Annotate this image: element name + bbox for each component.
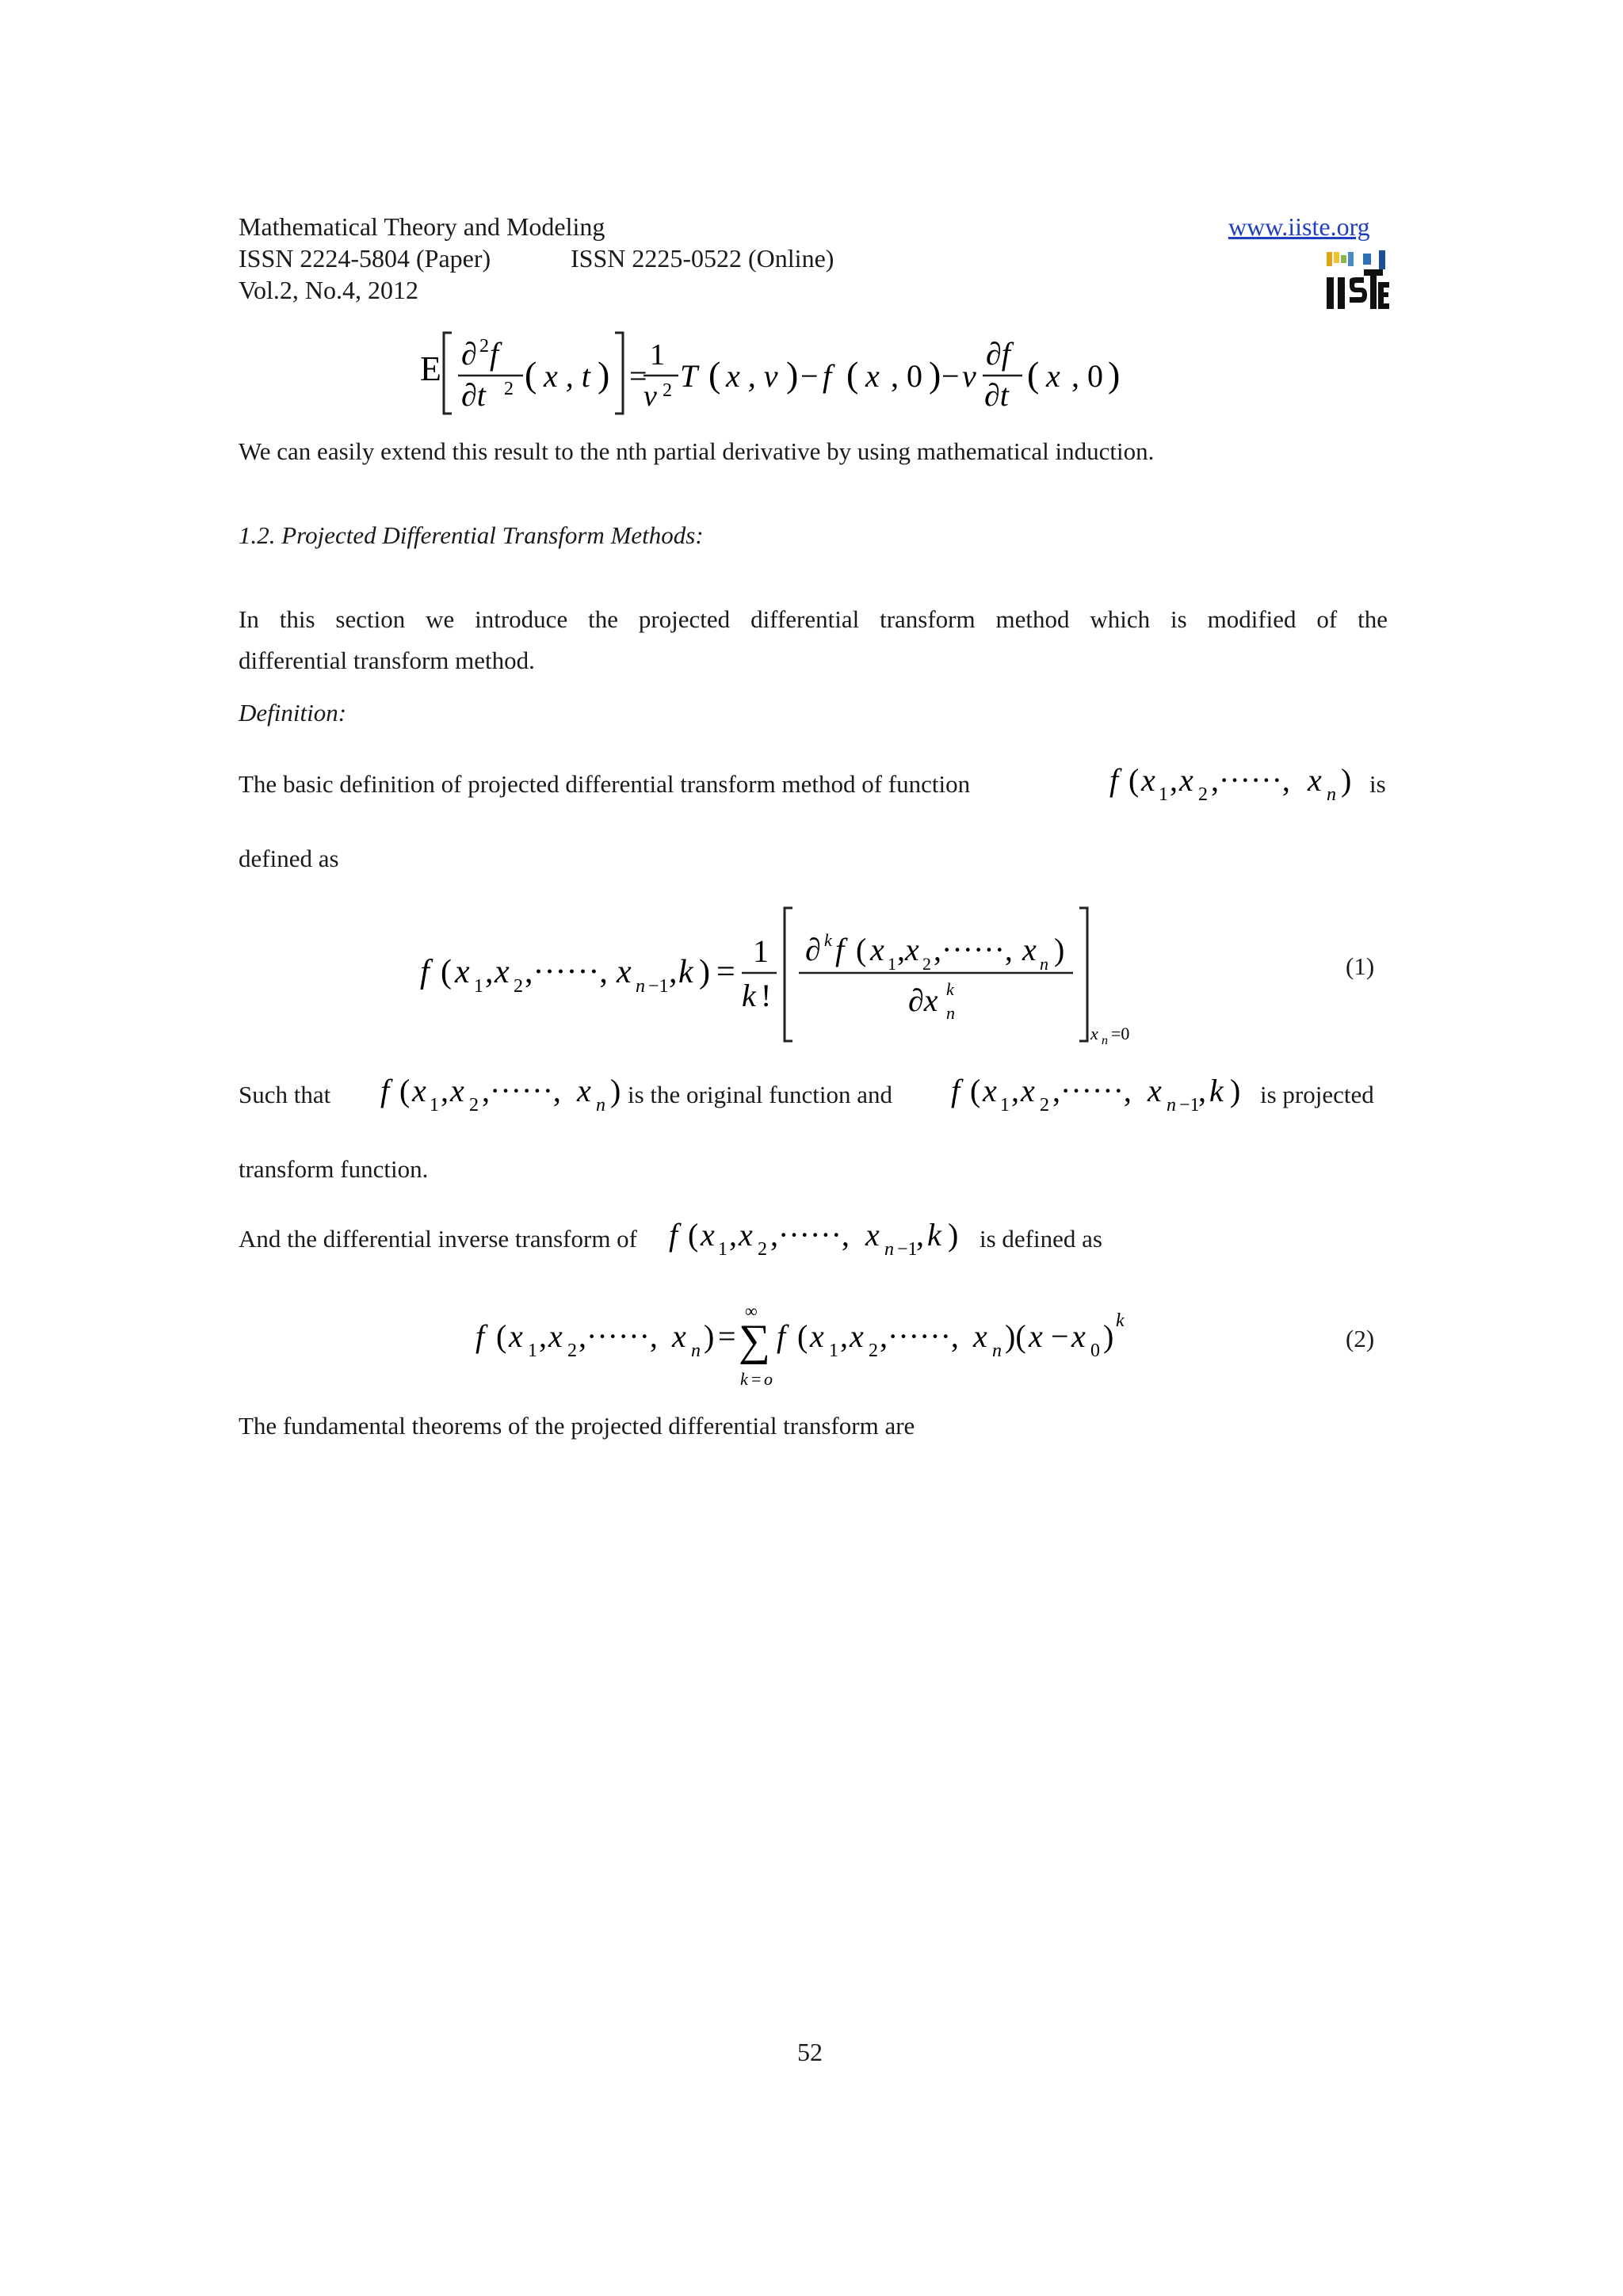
svg-text:2: 2 <box>514 976 523 997</box>
equation-1-svg <box>412 895 1141 1046</box>
svg-text:): ) <box>1230 1073 1241 1108</box>
inline-fn-svg <box>1106 757 1360 813</box>
svg-text:∂t: ∂t <box>984 377 1009 413</box>
svg-text:n: n <box>1040 954 1048 974</box>
svg-text:k: k <box>742 978 756 1013</box>
svg-text:2: 2 <box>1040 1095 1049 1116</box>
svg-text:x: x <box>412 1073 426 1108</box>
svg-text:): ) <box>1108 354 1121 395</box>
equation-2-svg <box>472 1299 1154 1394</box>
svg-text:x: x <box>865 1217 880 1253</box>
svg-text:f: f <box>669 1217 678 1253</box>
svg-text:−: − <box>1051 1318 1069 1354</box>
svg-text:x: x <box>1021 1073 1035 1108</box>
svg-text:2: 2 <box>469 1095 479 1116</box>
svg-text:x: x <box>905 932 919 967</box>
intro-line-1: In this section we introduce the projected differential transform method which is modified of the <box>239 605 1388 633</box>
svg-text:k: k <box>1209 1073 1224 1108</box>
svg-text:n: n <box>596 1095 605 1116</box>
svg-text:f: f <box>420 954 430 990</box>
svg-text:2: 2 <box>1198 784 1208 805</box>
page-number: 52 <box>797 2038 823 2066</box>
svg-text:1: 1 <box>753 933 769 969</box>
transform-function-text: transform function. <box>239 1155 429 1183</box>
svg-text:2: 2 <box>663 380 672 401</box>
svg-text:,······,: ,······, <box>482 1073 561 1108</box>
iiste-logo-graphic <box>1323 250 1390 312</box>
svg-text:): ) <box>1054 932 1065 967</box>
inline-function-f-x1-xn <box>1106 757 1360 813</box>
iiste-logo <box>1323 250 1390 312</box>
equation-1-number: (1) <box>1346 952 1375 980</box>
svg-text:E: E <box>420 349 441 388</box>
svg-text:): ) <box>704 1318 715 1354</box>
volume-info: Vol.2, No.4, 2012 <box>239 276 418 304</box>
svg-text:(: ( <box>441 954 452 990</box>
svg-text:(: ( <box>708 354 721 395</box>
svg-text:−: − <box>941 358 960 394</box>
svg-text:x , t: x , t <box>544 358 590 394</box>
svg-text:x: x <box>739 1217 753 1253</box>
svg-text:x: x <box>1022 932 1037 967</box>
svg-text:1: 1 <box>1159 784 1168 805</box>
svg-text:n: n <box>691 1341 701 1361</box>
svg-text:k: k <box>927 1217 941 1253</box>
svg-text:,······,: ,······, <box>880 1318 959 1354</box>
inverse-intro-text: And the differential inverse transform of <box>239 1225 638 1253</box>
svg-text:2: 2 <box>504 379 514 399</box>
svg-text:n: n <box>636 976 645 997</box>
svg-text:(: ( <box>970 1073 981 1108</box>
svg-text:n: n <box>946 1003 955 1023</box>
svg-text:x: x <box>1090 1024 1098 1043</box>
original-function-text: is the original function and <box>628 1081 893 1108</box>
svg-text:x: x <box>1029 1318 1043 1354</box>
defined-as: defined as <box>239 845 339 872</box>
svg-text:2: 2 <box>922 954 931 974</box>
svg-text:f: f <box>823 358 832 394</box>
journal-title: Mathematical Theory and Modeling <box>239 212 605 241</box>
svg-text:1: 1 <box>528 1341 537 1361</box>
svg-text:x: x <box>548 1318 563 1354</box>
svg-text:f: f <box>835 932 845 967</box>
svg-text:(: ( <box>399 1073 411 1108</box>
svg-text:n: n <box>884 1239 894 1260</box>
svg-text:): ) <box>699 954 710 990</box>
svg-text:=: = <box>716 954 735 990</box>
inline-inverse-function <box>667 1211 968 1266</box>
svg-text:): ) <box>929 354 941 395</box>
svg-text:−1: −1 <box>1179 1095 1200 1116</box>
svg-text:f: f <box>1109 762 1119 798</box>
svg-text:f: f <box>951 1073 960 1108</box>
svg-text:,: , <box>441 1073 449 1108</box>
svg-text:∂t: ∂t <box>461 377 486 413</box>
svg-text:x: x <box>450 1073 464 1108</box>
svg-text:)(: )( <box>1005 1318 1026 1354</box>
inline-projected-function <box>948 1066 1249 1122</box>
svg-text:): ) <box>598 354 610 395</box>
svg-text:n: n <box>992 1341 1002 1361</box>
svg-text:,: , <box>1170 762 1178 798</box>
svg-text:(: ( <box>688 1217 699 1253</box>
svg-text:,······,: ,······, <box>934 932 1013 967</box>
svg-text:,: , <box>669 954 678 990</box>
definition-label: Definition: <box>239 699 347 727</box>
equation-2-number: (2) <box>1346 1325 1375 1352</box>
inline-original-fn-svg <box>377 1066 631 1122</box>
svg-text:∂: ∂ <box>461 336 477 372</box>
svg-text:T: T <box>680 358 698 394</box>
intro-line-2: differential transform method. <box>239 646 535 674</box>
svg-text:): ) <box>1103 1318 1114 1354</box>
svg-text:,······,: ,······, <box>770 1217 850 1253</box>
svg-text:∑: ∑ <box>739 1316 770 1365</box>
such-that: Such that <box>239 1081 331 1108</box>
svg-text:x: x <box>810 1318 824 1354</box>
svg-text:,: , <box>1011 1073 1019 1108</box>
svg-text:,······,: ,······, <box>1052 1073 1132 1108</box>
svg-text:∂: ∂ <box>805 932 821 967</box>
svg-text:−1: −1 <box>897 1239 918 1260</box>
svg-text:x: x <box>865 358 880 394</box>
laplace-equation-svg <box>412 323 1125 418</box>
svg-text:1: 1 <box>829 1341 838 1361</box>
is-word: is <box>1369 770 1386 798</box>
svg-text:∂f: ∂f <box>986 336 1010 372</box>
svg-text:x , v: x , v <box>726 358 778 394</box>
svg-text:,······,: ,······, <box>525 954 608 990</box>
svg-text:x: x <box>870 932 884 967</box>
svg-text:x: x <box>1141 762 1155 798</box>
svg-text:x: x <box>701 1217 715 1253</box>
svg-text:!: ! <box>761 978 772 1013</box>
svg-text:,: , <box>840 1318 848 1354</box>
svg-text:1: 1 <box>718 1239 727 1260</box>
svg-text:f: f <box>490 336 499 372</box>
inline-original-function <box>377 1066 631 1122</box>
svg-text:−1: −1 <box>648 976 669 997</box>
svg-text:k: k <box>1116 1310 1125 1331</box>
svg-text:(: ( <box>856 932 867 967</box>
svg-text:,: , <box>916 1217 924 1253</box>
svg-text:0: 0 <box>1090 1341 1100 1361</box>
svg-text:o: o <box>764 1369 773 1389</box>
svg-text:k: k <box>946 979 954 999</box>
svg-text:(: ( <box>1027 354 1040 395</box>
svg-text:, 0: , 0 <box>1071 358 1103 394</box>
svg-text:1: 1 <box>650 338 665 372</box>
svg-text:): ) <box>1341 762 1352 798</box>
svg-text:1: 1 <box>430 1095 439 1116</box>
svg-text:f: f <box>777 1318 786 1354</box>
svg-text:,······,: ,······, <box>1211 762 1290 798</box>
inline-projected-fn-svg <box>948 1066 1249 1122</box>
svg-text:x: x <box>1046 358 1060 394</box>
svg-text:=: = <box>629 358 647 394</box>
svg-text:x: x <box>1148 1073 1162 1108</box>
svg-text:(: ( <box>846 354 859 395</box>
svg-text:n: n <box>1102 1034 1108 1046</box>
fundamental-theorems-text: The fundamental theorems of the projected differential transform are <box>239 1412 915 1440</box>
svg-text:∂x: ∂x <box>908 982 938 1018</box>
svg-text:1: 1 <box>474 976 483 997</box>
svg-text:x: x <box>617 954 632 990</box>
svg-text:x: x <box>973 1318 987 1354</box>
svg-text:1: 1 <box>1000 1095 1010 1116</box>
svg-text:(: ( <box>797 1318 808 1354</box>
svg-text:x: x <box>672 1318 686 1354</box>
svg-text:(: ( <box>1128 762 1140 798</box>
svg-text:): ) <box>786 354 799 395</box>
issn-paper: ISSN 2224-5804 (Paper) <box>239 244 491 273</box>
inline-inverse-fn-svg <box>667 1211 968 1266</box>
svg-text:2: 2 <box>479 336 489 357</box>
svg-text:∞: ∞ <box>745 1301 758 1321</box>
svg-text:(: ( <box>496 1318 507 1354</box>
svg-text:(: ( <box>525 354 537 395</box>
laplace-second-derivative-equation <box>412 323 1125 418</box>
issn-online: ISSN 2225-0522 (Online) <box>571 244 834 273</box>
svg-text:f: f <box>475 1318 485 1354</box>
svg-text:,: , <box>1198 1073 1206 1108</box>
basic-definition-text: The basic definition of projected differential transform method of function <box>239 770 971 798</box>
svg-text:x: x <box>983 1073 997 1108</box>
svg-text:=0: =0 <box>1111 1024 1130 1043</box>
svg-text:2: 2 <box>869 1341 878 1361</box>
svg-text:x: x <box>577 1073 591 1108</box>
website-link[interactable]: www.iiste.org <box>1228 212 1370 241</box>
equation-2-inverse-transform <box>472 1299 1154 1394</box>
svg-text:=: = <box>718 1318 736 1354</box>
svg-text:,: , <box>897 932 905 967</box>
svg-text:,: , <box>539 1318 547 1354</box>
svg-text:=: = <box>751 1369 762 1389</box>
svg-text:−: − <box>800 358 819 394</box>
is-projected-text: is projected <box>1260 1081 1374 1108</box>
svg-text:2: 2 <box>567 1341 577 1361</box>
svg-text:, 0: , 0 <box>891 358 922 394</box>
svg-text:x: x <box>1308 762 1322 798</box>
svg-text:x: x <box>1071 1318 1086 1354</box>
svg-text:): ) <box>610 1073 621 1108</box>
is-defined-as-text: is defined as <box>980 1225 1102 1253</box>
svg-text:x: x <box>850 1318 864 1354</box>
svg-text:1: 1 <box>888 954 896 974</box>
induction-paragraph: We can easily extend this result to the nth partial derivative by using mathematical induction. <box>239 437 1155 465</box>
svg-text:k: k <box>678 954 693 990</box>
svg-text:): ) <box>948 1217 959 1253</box>
svg-text:n: n <box>1167 1095 1176 1116</box>
equation-1-projected-transform <box>412 895 1141 1046</box>
svg-text:f: f <box>380 1073 390 1108</box>
svg-text:x: x <box>455 954 470 990</box>
svg-text:x: x <box>495 954 510 990</box>
svg-text:x: x <box>509 1318 523 1354</box>
svg-text:v: v <box>962 358 976 394</box>
svg-text:k: k <box>740 1369 748 1389</box>
svg-text:n: n <box>1327 784 1336 805</box>
svg-text:v: v <box>643 379 657 413</box>
svg-text:2: 2 <box>758 1239 767 1260</box>
section-heading: 1.2. Projected Differential Transform Methods: <box>239 521 704 549</box>
svg-text:,······,: ,······, <box>579 1318 658 1354</box>
svg-text:k: k <box>824 930 832 950</box>
svg-text:,: , <box>485 954 494 990</box>
svg-text:,: , <box>729 1217 737 1253</box>
svg-text:x: x <box>1179 762 1193 798</box>
